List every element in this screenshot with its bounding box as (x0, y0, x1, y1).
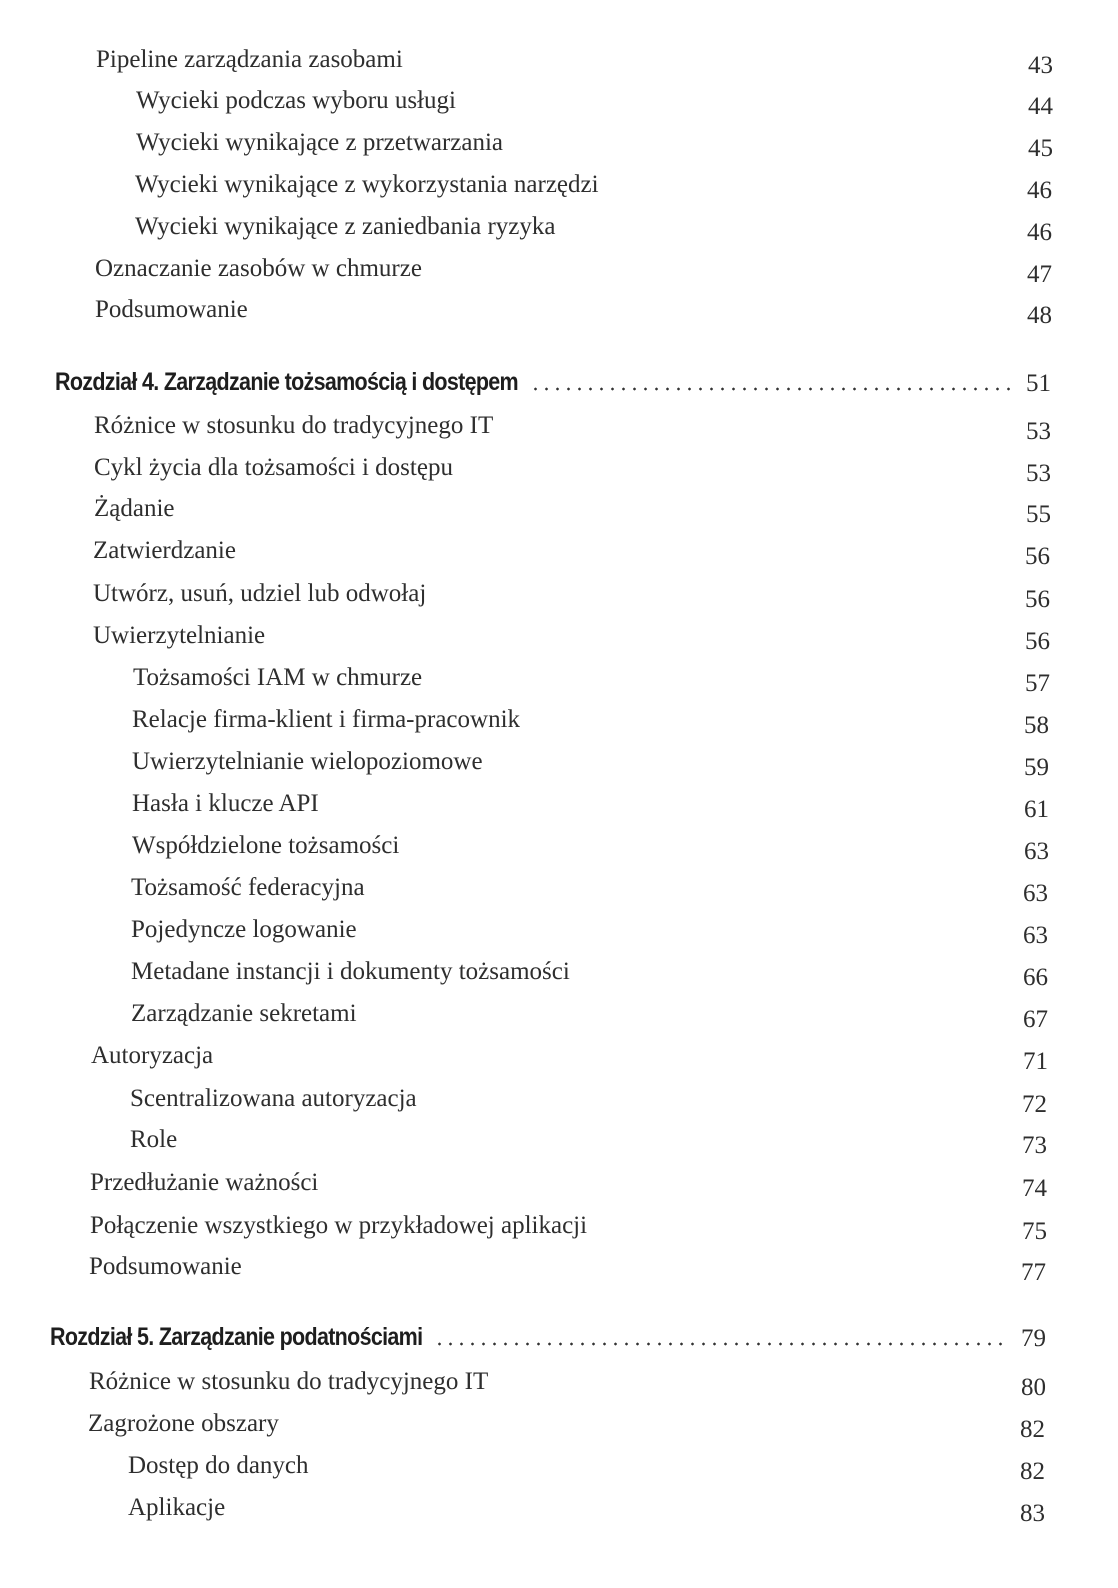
toc-entry-page: 56 (1025, 543, 1050, 570)
toc-entry-page: 73 (1022, 1132, 1047, 1159)
toc-entry-page: 67 (1023, 1006, 1048, 1033)
toc-entry-page: 83 (1020, 1500, 1045, 1527)
toc-entry-page: 56 (1025, 586, 1050, 613)
toc-entry-title: Utwórz, usuń, udziel lub odwołaj (93, 580, 427, 607)
toc-subsection (0, 170, 1118, 210)
toc-entry-page: 66 (1023, 964, 1048, 991)
toc-entry-page: 59 (1024, 754, 1049, 781)
toc-entry-title: Podsumowanie (95, 296, 248, 323)
toc-chapter (0, 367, 1118, 407)
toc-entry-page: 56 (1025, 628, 1050, 655)
dot-leader (434, 1342, 1006, 1346)
toc-entry-title: Wycieki wynikające z przetwarzania (136, 129, 504, 156)
toc-entry-page: 63 (1023, 880, 1048, 907)
toc-entry-page: 51 (1026, 370, 1051, 397)
toc-entry-page: 74 (1022, 1175, 1047, 1202)
toc-subsection (0, 915, 1118, 955)
toc-entry-title: Różnice w stosunku do tradycyjnego IT (89, 1368, 489, 1395)
toc-entry-page: 58 (1024, 712, 1049, 739)
toc-entry-page: 77 (1021, 1259, 1046, 1286)
toc-subsection (0, 86, 1118, 126)
toc-entry-title: Zarządzanie sekretami (131, 1000, 357, 1027)
toc-entry-title: Żądanie (94, 495, 175, 522)
toc-subsection (0, 1125, 1118, 1165)
toc-entry-title: Tożsamości IAM w chmurze (133, 664, 423, 691)
toc-section (0, 494, 1118, 534)
toc-section (0, 453, 1118, 493)
toc-entry-page: 75 (1022, 1218, 1047, 1245)
dot-leader (530, 387, 1011, 391)
toc-subsection (0, 1493, 1118, 1533)
toc-entry-title: Zagrożone obszary (88, 1410, 279, 1437)
toc-subsection (0, 999, 1118, 1039)
toc-entry-title: Wycieki podczas wyboru usługi (136, 87, 456, 114)
toc-entry-title: Podsumowanie (89, 1253, 242, 1280)
toc-entry-page: 61 (1024, 796, 1049, 823)
toc-entry-page: 43 (1028, 52, 1053, 79)
toc-section (0, 1041, 1118, 1081)
toc-entry-page: 79 (1021, 1325, 1046, 1352)
toc-subsection (0, 212, 1118, 252)
toc-subsection (0, 1084, 1118, 1124)
toc-entry-title: Rozdział 5. Zarządzanie podatnościami (50, 1323, 423, 1351)
toc-section (0, 295, 1118, 335)
toc-entry-title: Pojedyncze logowanie (131, 916, 357, 943)
toc-subsection (0, 705, 1118, 745)
toc-entry-page: 53 (1026, 418, 1051, 445)
toc-entry-page: 57 (1025, 670, 1050, 697)
toc-entry-title: Przedłużanie ważności (90, 1169, 319, 1196)
toc-entry-title: Metadane instancji i dokumenty tożsamości (131, 958, 570, 985)
toc-subsection (0, 1451, 1118, 1491)
toc-entry-title: Pipeline zarządzania zasobami (96, 46, 403, 73)
toc-subsection (0, 957, 1118, 997)
toc-section (0, 411, 1118, 451)
toc-section (0, 1409, 1118, 1449)
toc-entry-title: Cykl życia dla tożsamości i dostępu (94, 454, 453, 481)
toc-entry-title: Uwierzytelnianie wielopoziomowe (132, 748, 483, 775)
toc-entry-page: 44 (1028, 93, 1053, 120)
toc-subsection (0, 873, 1118, 913)
toc-entry-page: 45 (1028, 135, 1053, 162)
toc-entry-title: Różnice w stosunku do tradycyjnego IT (94, 412, 494, 439)
toc-entry-page: 63 (1024, 838, 1049, 865)
toc-chapter (0, 1322, 1118, 1362)
toc-entry-page: 46 (1027, 177, 1052, 204)
toc-section (0, 1367, 1118, 1407)
toc-entry-page: 82 (1020, 1416, 1045, 1443)
toc-section (0, 579, 1118, 619)
toc-entry-page: 46 (1027, 219, 1052, 246)
toc-entry-title: Relacje firma-klient i firma-pracownik (132, 706, 521, 733)
toc-section (0, 536, 1118, 576)
toc-entry-title: Współdzielone tożsamości (132, 832, 400, 859)
toc-subsection (0, 128, 1118, 168)
toc-entry-title: Rozdział 4. Zarządzanie tożsamością i dostępem (55, 368, 518, 396)
toc-entry-page: 53 (1026, 460, 1051, 487)
toc-entry-page: 48 (1027, 302, 1052, 329)
toc-entry-title: Hasła i klucze API (132, 790, 319, 817)
toc-subsection (0, 789, 1118, 829)
toc-section (0, 254, 1118, 294)
toc-entry-page: 82 (1020, 1458, 1045, 1485)
toc-subsection (0, 831, 1118, 871)
toc-section (0, 1252, 1118, 1292)
toc-entry-title: Zatwierdzanie (93, 537, 236, 564)
toc-entry-title: Autoryzacja (91, 1042, 214, 1069)
toc-entry-page: 71 (1023, 1048, 1048, 1075)
toc-subsection (0, 663, 1118, 703)
toc-entry-title: Dostęp do danych (128, 1452, 309, 1479)
toc-entry-title: Wycieki wynikające z wykorzystania narzędzi (135, 171, 599, 198)
toc-section (0, 1168, 1118, 1208)
toc-entry-page: 55 (1026, 501, 1051, 528)
toc-entry-title: Uwierzytelnianie (93, 622, 266, 649)
toc-entry-title: Oznaczanie zasobów w chmurze (95, 255, 422, 282)
toc-entry-title: Połączenie wszystkiego w przykładowej aplikacji (90, 1212, 588, 1239)
toc-section (0, 1211, 1118, 1251)
toc-section (0, 621, 1118, 661)
toc-section (0, 45, 1118, 85)
toc-entry-page: 47 (1027, 261, 1052, 288)
toc-entry-page: 72 (1022, 1091, 1047, 1118)
toc-entry-page: 63 (1023, 922, 1048, 949)
toc-subsection (0, 747, 1118, 787)
toc-entry-title: Wycieki wynikające z zaniedbania ryzyka (135, 213, 556, 240)
toc-entry-title: Tożsamość federacyjna (131, 874, 365, 901)
toc-entry-title: Aplikacje (128, 1494, 226, 1521)
toc-entry-title: Scentralizowana autoryzacja (130, 1085, 417, 1112)
toc-entry-page: 80 (1021, 1374, 1046, 1401)
toc-entry-title: Role (130, 1126, 178, 1153)
